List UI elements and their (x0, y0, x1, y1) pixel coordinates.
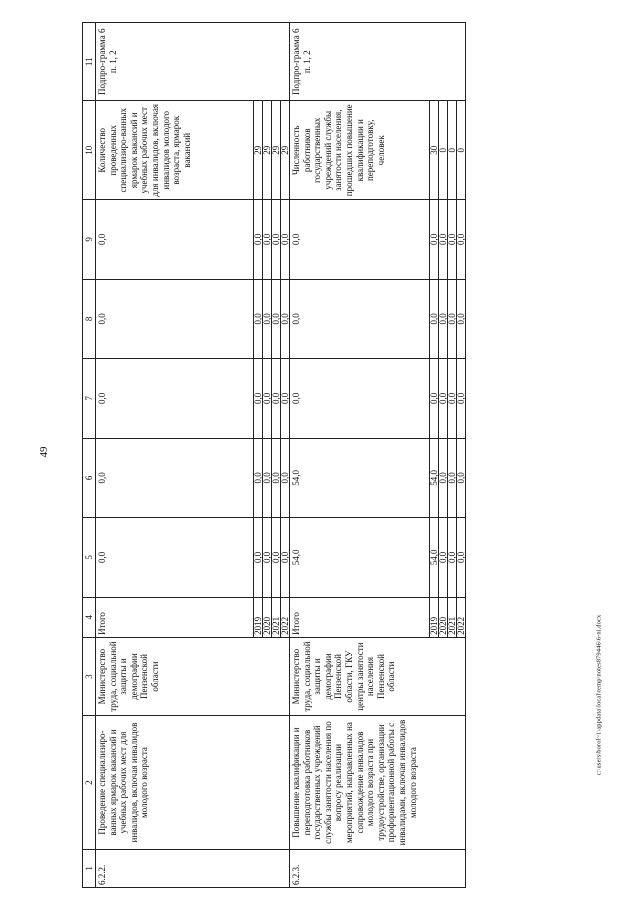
col-header: 4 (83, 597, 96, 637)
value-cell: 0,0 (430, 200, 439, 280)
value-cell: 0,0 (448, 279, 457, 359)
program-table (82, 22, 466, 888)
col-header: 11 (83, 23, 96, 101)
indicator-value: 29 (263, 101, 272, 200)
value-cell: 0,0 (448, 359, 457, 439)
value-cell: 0,0 (272, 279, 281, 359)
value-cell: 54,0 (290, 518, 430, 598)
value-cell: 0,0 (457, 518, 466, 598)
year-cell: 2020 (263, 597, 272, 637)
table-row (290, 23, 430, 888)
value-cell: 54,0 (430, 438, 439, 518)
table-row (96, 23, 254, 888)
value-cell: 0,0 (281, 279, 290, 359)
value-cell: 0,0 (96, 200, 254, 280)
year-cell: 2021 (448, 597, 457, 637)
value-cell: 0,0 (281, 518, 290, 598)
value-cell: 0,0 (96, 279, 254, 359)
indicator-value: 0 (448, 101, 457, 200)
value-cell: 0,0 (457, 438, 466, 518)
value-cell: 0,0 (448, 518, 457, 598)
value-cell: 0,0 (281, 200, 290, 280)
indicator-value: 29 (281, 101, 290, 200)
value-cell: 0,0 (290, 279, 430, 359)
value-cell: 0,0 (263, 200, 272, 280)
value-cell: 0,0 (254, 279, 263, 359)
value-cell: 0,0 (439, 200, 448, 280)
activity-name: Проведение специализиро-ванных ярмарок вакансий и учебных рабочих мест для инвалидов, включая инвалидов молодого возраста (96, 716, 290, 850)
indicator-value: 30 (430, 101, 439, 200)
value-cell: 0,0 (281, 359, 290, 439)
value-cell: 0,0 (448, 438, 457, 518)
page-number: 49 (38, 446, 50, 458)
col-header: 9 (83, 200, 96, 280)
value-cell: 0,0 (254, 518, 263, 598)
indicator-value: 29 (254, 101, 263, 200)
year-cell: 2019 (254, 597, 263, 637)
activity-name: Повышение квалификации и переподготовка работников государственных учреждений службы занятости населения по вопросу реализации мероприятий, направленных на сопровождение инвалидов молодого возраста при трудоустройстве, организации профориентационной работы с инвалидами, включая инвалидов молодого возраста (290, 716, 466, 850)
value-cell: 0,0 (439, 518, 448, 598)
value-cell: 0,0 (272, 438, 281, 518)
value-cell: 0,0 (263, 518, 272, 598)
value-cell: 0,0 (439, 438, 448, 518)
year-cell: 2020 (439, 597, 448, 637)
value-cell: 0,0 (439, 279, 448, 359)
header-row (83, 23, 96, 888)
value-cell: 0,0 (263, 279, 272, 359)
indicator-value: 0 (439, 101, 448, 200)
value-cell: 0,0 (457, 359, 466, 439)
value-cell: 54,0 (290, 438, 430, 518)
value-cell: 0,0 (448, 200, 457, 280)
indicator-text: Численность работников государственных учреждений службы занятости населения, прошедших повышение квалификации и переподготовку, человек (290, 101, 430, 200)
value-cell: 0,0 (439, 359, 448, 439)
indicator-value: 0 (457, 101, 466, 200)
value-cell: 0,0 (254, 200, 263, 280)
year-cell: 2021 (272, 597, 281, 637)
rotated-table-container (82, 22, 586, 888)
value-cell: 0,0 (263, 438, 272, 518)
value-cell: 0,0 (254, 359, 263, 439)
col-header: 8 (83, 279, 96, 359)
value-cell: 0,0 (457, 200, 466, 280)
value-cell: 0,0 (272, 359, 281, 439)
col-header: 2 (83, 716, 96, 850)
total-label: Итого (96, 597, 254, 637)
value-cell: 0,0 (457, 279, 466, 359)
value-cell: 0,0 (96, 359, 254, 439)
col-header: 1 (83, 849, 96, 887)
value-cell: 0,0 (263, 359, 272, 439)
program-ref: Подпро-грамма 6 п. 1, 2 (96, 23, 290, 101)
value-cell: 0,0 (254, 438, 263, 518)
year-cell: 2022 (281, 597, 290, 637)
value-cell: 0,0 (272, 518, 281, 598)
col-header: 10 (83, 101, 96, 200)
value-cell: 0,0 (272, 200, 281, 280)
value-cell: 0,0 (96, 438, 254, 518)
col-header: 5 (83, 518, 96, 598)
indicator-value: 29 (272, 101, 281, 200)
executor: Министерство труда, социальной защиты и демографии Пензенской области, ГКУ центры занятости населения Пензенской области (290, 637, 466, 715)
value-cell: 54,0 (430, 518, 439, 598)
program-ref: Подпро-грамма 6 п. 1, 2 (290, 23, 466, 101)
value-cell: 0,0 (430, 359, 439, 439)
indicator-text: Количество проведенных специализиро-ванных ярмарок вакансий и учебных рабочих мест для инвалидов, включая инвалидов молодого возраста, ярмарок вакансий (96, 101, 254, 200)
row-number: 6.2.3. (290, 849, 466, 887)
value-cell: 0,0 (290, 359, 430, 439)
value-cell: 0,0 (96, 518, 254, 598)
total-label: Итого (290, 597, 430, 637)
row-number: 6.2.2. (96, 849, 290, 887)
col-header: 3 (83, 637, 96, 715)
value-cell: 0,0 (281, 438, 290, 518)
year-cell: 2019 (430, 597, 439, 637)
value-cell: 0,0 (290, 200, 430, 280)
footer-file-path: c:\users\borol~1\appdata\local\temp\notes879446\6-ni.docx (595, 614, 603, 776)
value-cell: 0,0 (430, 279, 439, 359)
year-cell: 2022 (457, 597, 466, 637)
col-header: 7 (83, 359, 96, 439)
executor: Министерство труда, социальной защиты и демографии Пензенской области (96, 637, 290, 715)
col-header: 6 (83, 438, 96, 518)
